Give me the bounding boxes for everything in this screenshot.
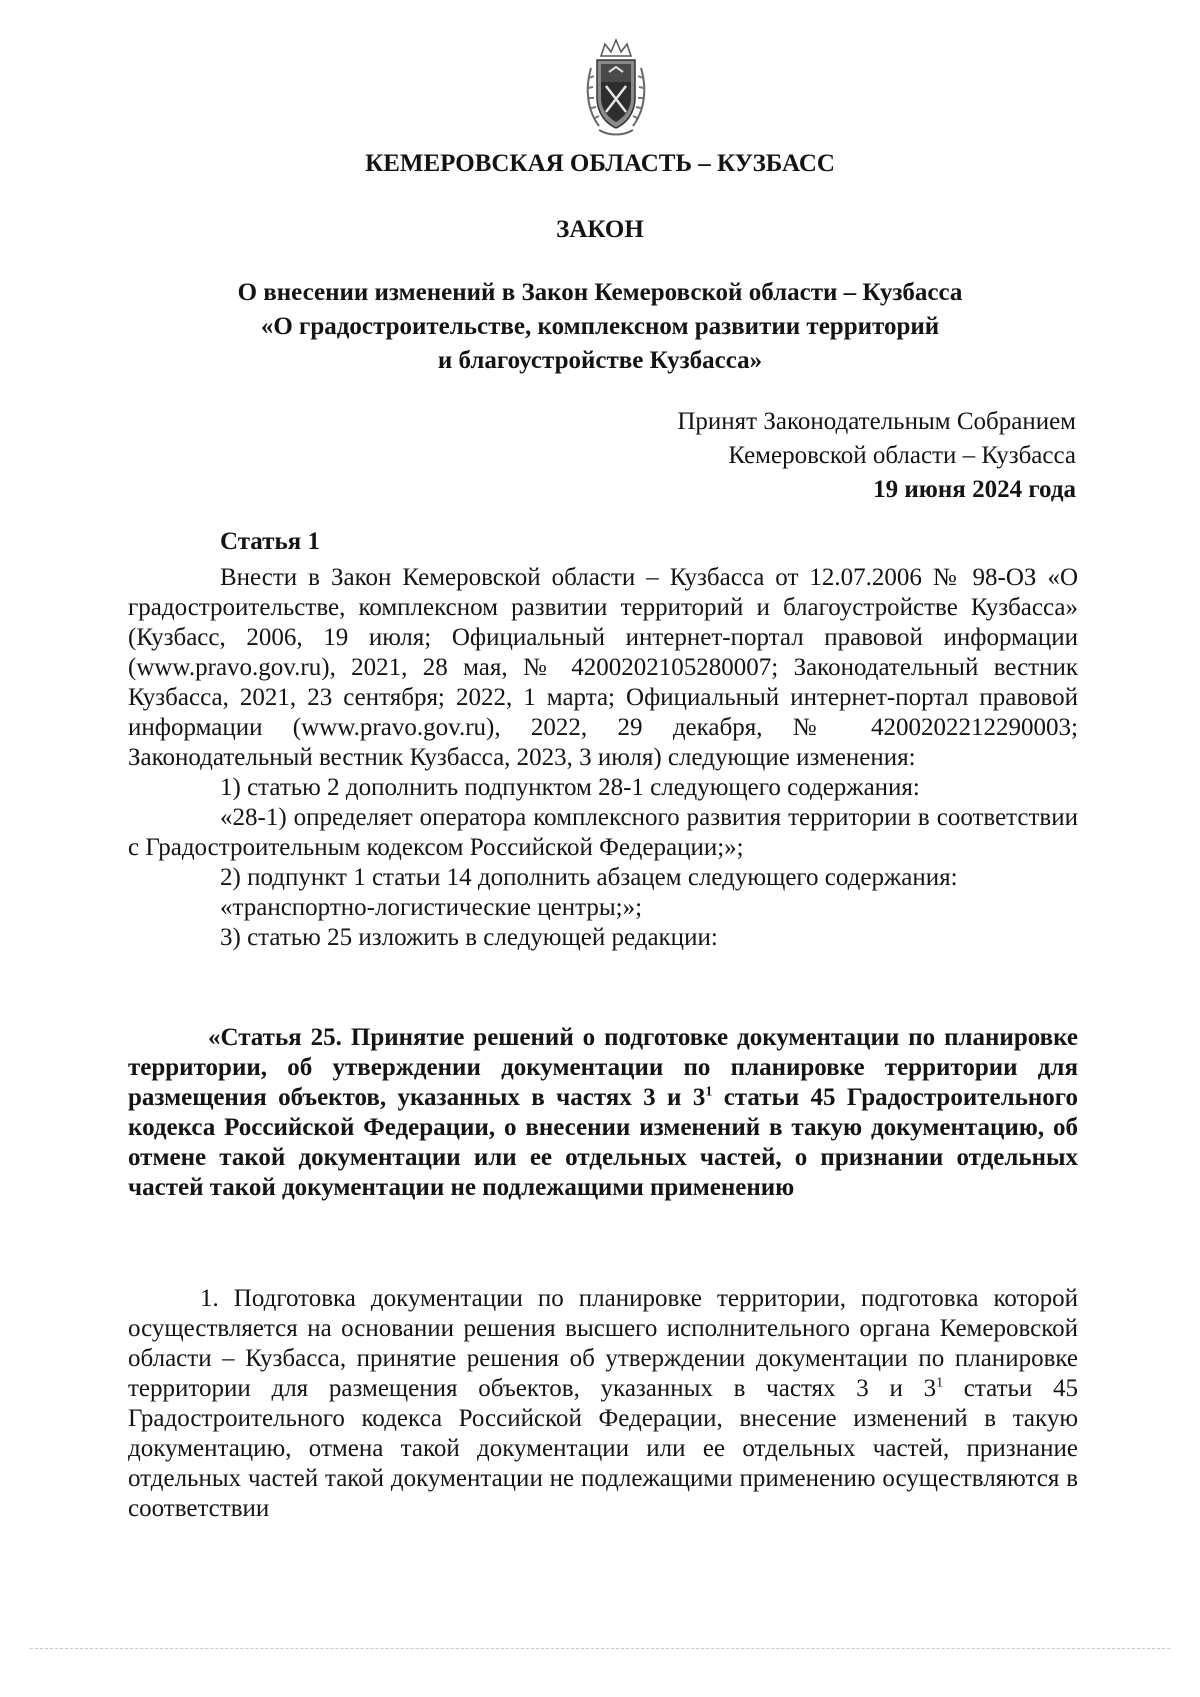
article-25-heading-text bbox=[128, 1023, 1078, 1203]
adoption-block bbox=[677, 405, 1076, 507]
document-type: ЗАКОН bbox=[556, 216, 644, 243]
law-title bbox=[0, 276, 1200, 378]
amendment-item-1: 1) статью 2 дополнить подпунктом 28-1 следующего содержания: bbox=[220, 774, 920, 801]
region-name: КЕМЕРОВСКАЯ ОБЛАСТЬ – КУЗБАСС bbox=[365, 150, 835, 177]
adoption-line: Принят Законодательным Собранием bbox=[677, 408, 1076, 435]
part-1-text-b: статьи 45 Градостроительного кодекса Российской Федерации, внесение изменений в такую документацию, отмена такой документации или ее отдельных частей, признание отдельных частей такой документации не подлежащими применению осуществляются в соответствии bbox=[128, 1375, 1078, 1522]
amendment-item-1-text: «28-1) определяет оператора комплексного развития территории в соответствии с Градостроительным кодексом Российской Федерации;»; bbox=[128, 804, 1078, 861]
article-1-body bbox=[128, 563, 1078, 953]
article-1-intro: Внести в Закон Кемеровской области – Кузбасса от 12.07.2006 № 98-ОЗ «О градостроительстве, комплексном развитии территорий и благоустройстве Кузбасса» (Кузбасс, 2006, 19 июля; Официальный интернет-портал правовой информации (www.pravo.gov.ru), 2021, 28 мая, № 4200202105280007; Законодательный вестник Кузбасса, 2021, 23 сентября; 2022, 1 марта; Официальный интернет-портал правовой информации (www.pravo.gov.ru), 2022, 29 декабря, № 4200202212290003; Законодательный вестник Кузбасса, 2023, 3 июля) следующие изменения: bbox=[128, 564, 1078, 771]
part-1-text bbox=[128, 1284, 1078, 1524]
article-25-heading-part: статьи 45 Градостроительного кодекса Российской Федерации, о внесении изменений в такую документацию, об отмене такой документации или ее отдельных частей, о признании отдельных частей такой документации не подлежащими применению bbox=[128, 1084, 1078, 1201]
article-25-heading-part: «Статья 25. Принятие решений о подготовке документации по планировке территории, об утверждении документации по планировке территории для размещения объектов, указанных в частях 3 и 3 bbox=[128, 1024, 1078, 1111]
adoption-line: Кемеровской области – Кузбасса bbox=[728, 442, 1076, 469]
article-1-heading: Статья 1 bbox=[220, 528, 320, 555]
adoption-date: 19 июня 2024 года bbox=[873, 476, 1076, 503]
law-title-line: «О градостроительстве, комплексном развитии территорий bbox=[260, 313, 940, 340]
article-25-heading bbox=[128, 1023, 1078, 1203]
superscript: 1 bbox=[936, 1375, 944, 1391]
law-title-line: и благоустройстве Кузбасса» bbox=[437, 347, 763, 374]
coat-of-arms-icon bbox=[583, 38, 649, 138]
amendment-item-3: 3) статью 25 изложить в следующей редакции: bbox=[220, 924, 718, 951]
law-title-line: О внесении изменений в Закон Кемеровской области – Кузбасса bbox=[237, 279, 963, 306]
amendment-item-2-text: «транспортно-логистические центры;»; bbox=[220, 894, 643, 921]
scan-artifact-divider bbox=[30, 1648, 1170, 1649]
amendment-item-2: 2) подпункт 1 статьи 14 дополнить абзацем следующего содержания: bbox=[220, 864, 958, 891]
superscript: 1 bbox=[705, 1084, 713, 1100]
part-1-text-a: 1. Подготовка документации по планировке территории, подготовка которой осуществляется на основании решения высшего исполнительного органа Кемеровской области – Кузбасса, принятие решения об утверждении документации по планировке территории для размещения объектов, указанных в частях 3 и 3 bbox=[128, 1285, 1078, 1402]
article-25-part-1 bbox=[128, 1284, 1078, 1524]
